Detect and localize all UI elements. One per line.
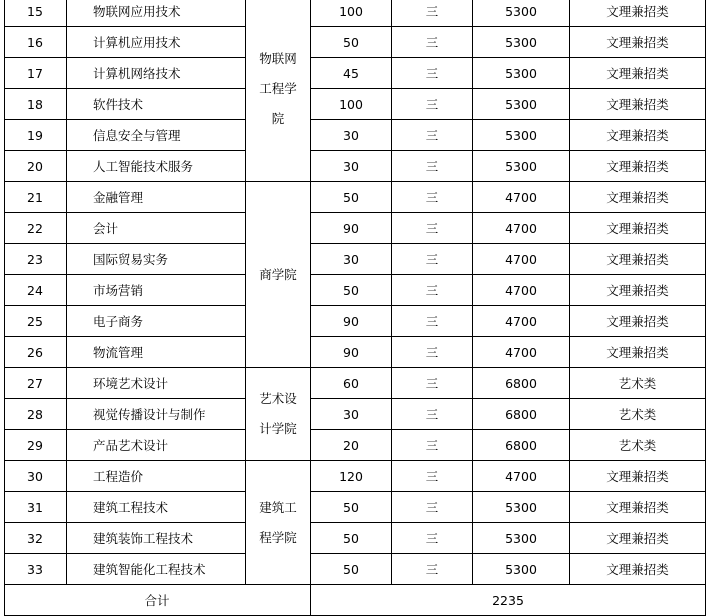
cell-tuition: 5300 bbox=[473, 554, 570, 585]
cell-major: 电子商务 bbox=[67, 306, 246, 337]
cell-plan-count: 50 bbox=[311, 554, 392, 585]
cell-number: 17 bbox=[4, 58, 67, 89]
cell-college: 艺术设 计学院 bbox=[246, 368, 311, 461]
cell-major: 视觉传播设计与制作 bbox=[67, 399, 246, 430]
total-label: 合计 bbox=[4, 585, 311, 616]
cell-tuition: 4700 bbox=[473, 306, 570, 337]
cell-number: 25 bbox=[4, 306, 67, 337]
cell-category: 文理兼招类 bbox=[570, 275, 706, 306]
cell-category: 文理兼招类 bbox=[570, 554, 706, 585]
cell-number: 33 bbox=[4, 554, 67, 585]
cell-years: 三 bbox=[392, 27, 473, 58]
cell-years: 三 bbox=[392, 213, 473, 244]
cell-major: 产品艺术设计 bbox=[67, 430, 246, 461]
cell-college: 物联网 工程学 院 bbox=[246, 0, 311, 182]
cell-tuition: 4700 bbox=[473, 182, 570, 213]
cell-plan-count: 30 bbox=[311, 399, 392, 430]
cell-major: 软件技术 bbox=[67, 89, 246, 120]
cell-years: 三 bbox=[392, 492, 473, 523]
cell-years: 三 bbox=[392, 89, 473, 120]
cell-number: 31 bbox=[4, 492, 67, 523]
cell-plan-count: 90 bbox=[311, 337, 392, 368]
cell-category: 艺术类 bbox=[570, 368, 706, 399]
cell-years: 三 bbox=[392, 58, 473, 89]
cell-years: 三 bbox=[392, 244, 473, 275]
cell-major: 人工智能技术服务 bbox=[67, 151, 246, 182]
cell-plan-count: 100 bbox=[311, 0, 392, 27]
cell-tuition: 6800 bbox=[473, 430, 570, 461]
cell-category: 艺术类 bbox=[570, 399, 706, 430]
cell-number: 19 bbox=[4, 120, 67, 151]
cell-years: 三 bbox=[392, 399, 473, 430]
cell-plan-count: 45 bbox=[311, 58, 392, 89]
cell-number: 20 bbox=[4, 151, 67, 182]
cell-tuition: 5300 bbox=[473, 151, 570, 182]
cell-number: 15 bbox=[4, 0, 67, 27]
cell-category: 文理兼招类 bbox=[570, 244, 706, 275]
cell-years: 三 bbox=[392, 120, 473, 151]
cell-category: 文理兼招类 bbox=[570, 58, 706, 89]
cell-years: 三 bbox=[392, 523, 473, 554]
cell-category: 文理兼招类 bbox=[570, 337, 706, 368]
cell-tuition: 6800 bbox=[473, 368, 570, 399]
cell-major: 计算机网络技术 bbox=[67, 58, 246, 89]
cell-number: 23 bbox=[4, 244, 67, 275]
cell-major: 会计 bbox=[67, 213, 246, 244]
cell-plan-count: 30 bbox=[311, 151, 392, 182]
cell-category: 文理兼招类 bbox=[570, 461, 706, 492]
cell-years: 三 bbox=[392, 182, 473, 213]
cell-tuition: 6800 bbox=[473, 399, 570, 430]
cell-number: 16 bbox=[4, 27, 67, 58]
cell-tuition: 5300 bbox=[473, 58, 570, 89]
cell-plan-count: 20 bbox=[311, 430, 392, 461]
cell-category: 文理兼招类 bbox=[570, 306, 706, 337]
cell-plan-count: 90 bbox=[311, 306, 392, 337]
cell-years: 三 bbox=[392, 275, 473, 306]
total-value: 2235 bbox=[311, 585, 706, 616]
cell-number: 21 bbox=[4, 182, 67, 213]
cell-major: 计算机应用技术 bbox=[67, 27, 246, 58]
cell-category: 文理兼招类 bbox=[570, 523, 706, 554]
cell-major: 信息安全与管理 bbox=[67, 120, 246, 151]
cell-number: 30 bbox=[4, 461, 67, 492]
cell-number: 29 bbox=[4, 430, 67, 461]
cell-number: 28 bbox=[4, 399, 67, 430]
cell-plan-count: 60 bbox=[311, 368, 392, 399]
cell-category: 文理兼招类 bbox=[570, 151, 706, 182]
cell-tuition: 5300 bbox=[473, 0, 570, 27]
cell-major: 工程造价 bbox=[67, 461, 246, 492]
cell-major: 国际贸易实务 bbox=[67, 244, 246, 275]
cell-major: 建筑装饰工程技术 bbox=[67, 523, 246, 554]
cell-years: 三 bbox=[392, 0, 473, 27]
cell-college: 商学院 bbox=[246, 182, 311, 368]
cell-major: 金融管理 bbox=[67, 182, 246, 213]
cell-tuition: 5300 bbox=[473, 89, 570, 120]
cell-plan-count: 90 bbox=[311, 213, 392, 244]
cell-years: 三 bbox=[392, 554, 473, 585]
cell-major: 物流管理 bbox=[67, 337, 246, 368]
cell-number: 26 bbox=[4, 337, 67, 368]
cell-tuition: 4700 bbox=[473, 461, 570, 492]
cell-tuition: 4700 bbox=[473, 275, 570, 306]
cell-tuition: 5300 bbox=[473, 492, 570, 523]
cell-category: 文理兼招类 bbox=[570, 492, 706, 523]
cell-category: 文理兼招类 bbox=[570, 213, 706, 244]
cell-plan-count: 30 bbox=[311, 120, 392, 151]
cell-category: 文理兼招类 bbox=[570, 0, 706, 27]
cell-number: 22 bbox=[4, 213, 67, 244]
cell-number: 24 bbox=[4, 275, 67, 306]
cell-college: 建筑工 程学院 bbox=[246, 461, 311, 585]
cell-plan-count: 100 bbox=[311, 89, 392, 120]
cell-plan-count: 50 bbox=[311, 492, 392, 523]
cell-category: 艺术类 bbox=[570, 430, 706, 461]
cell-years: 三 bbox=[392, 151, 473, 182]
cell-category: 文理兼招类 bbox=[570, 27, 706, 58]
cell-major: 建筑智能化工程技术 bbox=[67, 554, 246, 585]
cell-plan-count: 50 bbox=[311, 275, 392, 306]
cell-number: 18 bbox=[4, 89, 67, 120]
cell-years: 三 bbox=[392, 368, 473, 399]
cell-tuition: 4700 bbox=[473, 337, 570, 368]
cell-plan-count: 50 bbox=[311, 182, 392, 213]
cell-category: 文理兼招类 bbox=[570, 120, 706, 151]
cell-plan-count: 50 bbox=[311, 27, 392, 58]
cell-major: 市场营销 bbox=[67, 275, 246, 306]
cell-years: 三 bbox=[392, 306, 473, 337]
cell-major: 建筑工程技术 bbox=[67, 492, 246, 523]
cell-number: 27 bbox=[4, 368, 67, 399]
cell-years: 三 bbox=[392, 430, 473, 461]
cell-plan-count: 120 bbox=[311, 461, 392, 492]
cell-number: 32 bbox=[4, 523, 67, 554]
cell-tuition: 4700 bbox=[473, 244, 570, 275]
cell-tuition: 5300 bbox=[473, 523, 570, 554]
cell-major: 物联网应用技术 bbox=[67, 0, 246, 27]
cell-tuition: 4700 bbox=[473, 213, 570, 244]
cell-tuition: 5300 bbox=[473, 120, 570, 151]
table-left-border bbox=[4, 0, 5, 616]
cell-category: 文理兼招类 bbox=[570, 89, 706, 120]
cell-plan-count: 50 bbox=[311, 523, 392, 554]
cell-years: 三 bbox=[392, 337, 473, 368]
cell-plan-count: 30 bbox=[311, 244, 392, 275]
cell-category: 文理兼招类 bbox=[570, 182, 706, 213]
cell-tuition: 5300 bbox=[473, 27, 570, 58]
cell-major: 环境艺术设计 bbox=[67, 368, 246, 399]
cell-years: 三 bbox=[392, 461, 473, 492]
